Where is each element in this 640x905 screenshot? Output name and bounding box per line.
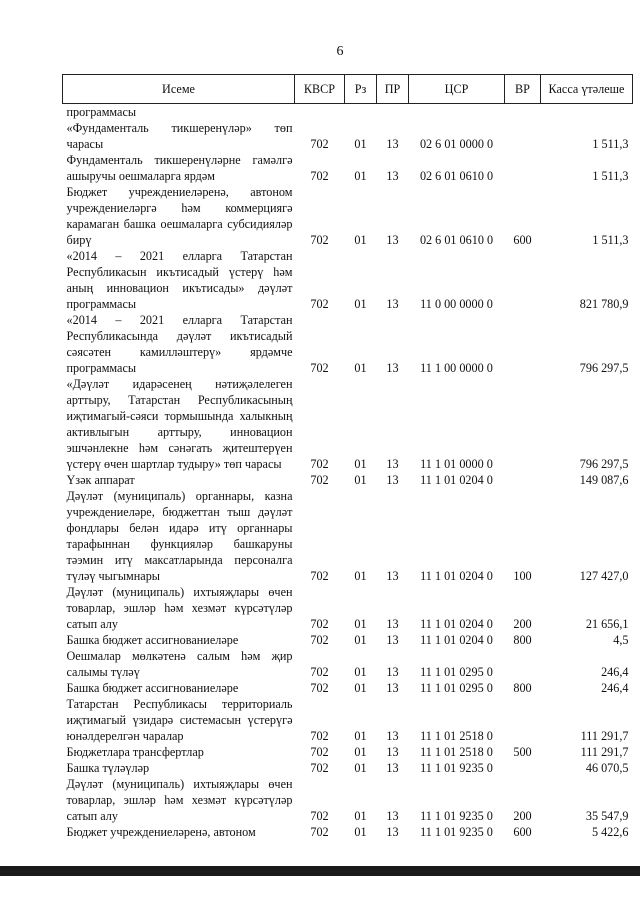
cell-name: Дәүләт (муниципаль) ихтыяҗлары өчен товарлар, эшләр һәм хезмәт күрсәтүләр сатып алу [66,585,293,631]
cell-rz: 01 [354,809,367,823]
cell-rz: 01 [354,569,367,583]
table-row [63,184,633,248]
cell-vr: 200 [513,809,532,823]
cell-rz: 01 [354,745,367,759]
page-number: 6 [336,44,344,59]
table-row [63,824,633,840]
table-row [63,472,633,488]
cell-rz: 01 [354,681,367,695]
cell-vr [505,472,541,488]
cell-name: «2014 – 2021 елларга Татарстан Республикасында дәүләт икътисадый сәясәтен камилләштерү» ярдәмче программасы [66,313,293,375]
cell-name: программасы [66,105,137,119]
cell-kvsr: 702 [310,729,329,743]
cell-kassa: 796 297,5 [579,457,629,471]
cell-rz: 01 [354,169,367,183]
cell-csr: 11 1 01 2518 0 [420,745,493,759]
cell-kvsr: 702 [310,297,329,311]
cell-csr: 02 6 01 0000 0 [419,137,494,151]
cell-name: Бюджет учреждениеләренә, автоном [66,825,256,839]
table-row [63,760,633,776]
cell-pr: 13 [386,665,399,679]
cell-kvsr: 702 [310,569,329,583]
cell-pr: 13 [386,457,399,471]
cell-vr: 500 [513,745,532,759]
cell-pr: 13 [386,681,399,695]
cell-name: Оешмалар мөлкәтенә салым һәм җир салымы түләү [66,649,293,679]
cell-kvsr: 702 [310,473,329,487]
cell-kassa: 111 291,7 [580,745,629,759]
cell-name: Бюджетлара трансфертлар [66,745,204,759]
cell-kassa: 246,4 [601,681,629,695]
cell-csr: 11 1 01 0295 0 [420,665,493,679]
budget-execution-table [62,74,633,840]
cell-kvsr: 702 [310,761,329,775]
table-row [63,376,633,472]
cell-kvsr: 702 [310,809,329,823]
cell-kassa: 149 087,6 [579,473,629,487]
cell-pr: 13 [386,809,399,823]
cell-name: Дәүләт (муниципаль) органнары, казна учреждениеләре, бюджеттан тыш дәүләт фондлары белән идарә итү органнары тарафыннан функцияләр башкаруны тәэмин итү максатларында персоналга түләү чыгымнары [66,489,293,583]
cell-kassa: 21 656,1 [585,617,629,631]
cell-kassa: 1 511,3 [592,233,629,247]
table-row [63,648,633,680]
cell-rz: 01 [354,457,367,471]
cell-kassa: 246,4 [601,665,629,679]
cell-vr [505,696,541,744]
cell-vr: 600 [513,825,532,839]
cell-kvsr: 702 [310,665,329,679]
cell-csr: 02 6 01 0610 0 [419,233,494,247]
table-row [63,696,633,744]
cell-name: «2014 – 2021 елларга Татарстан Республикасын икътисадый үстерү һәм аның инновацион икътисады» дәүләт программасы [66,249,293,311]
cell-kassa: 111 291,7 [580,729,629,743]
cell-kassa: 127 427,0 [579,569,629,583]
cell-name: «Фундаменталь тикшеренүләр» төп чарасы [66,121,293,151]
cell-csr: 11 1 01 2518 0 [420,729,493,743]
table-row [63,488,633,584]
cell-csr: 11 1 01 0204 0 [420,473,493,487]
table-row [63,776,633,824]
header-kassa: Касса үтәлеше [541,75,633,104]
table-row [63,584,633,632]
table-body [63,104,633,841]
cell-pr: 13 [386,761,399,775]
cell-csr: 11 1 01 0204 0 [420,633,493,647]
cell-vr [505,104,541,121]
cell-kassa: 821 780,9 [579,297,629,311]
cell-csr: 11 1 01 0204 0 [420,617,493,631]
header-name: Исеме [63,75,295,104]
table-row [63,248,633,312]
table-row [63,120,633,152]
header-kvsr: КВСР [295,75,345,104]
cell-csr: 11 1 00 0000 0 [420,361,493,375]
cell-kvsr: 702 [310,361,329,375]
cell-pr: 13 [386,361,399,375]
cell-pr: 13 [386,617,399,631]
table-row [63,680,633,696]
cell-kassa: 35 547,9 [585,809,629,823]
cell-vr: 800 [513,681,532,695]
cell-kassa: 4,5 [613,633,629,647]
cell-csr: 11 0 00 0000 0 [420,297,493,311]
cell-pr: 13 [386,633,399,647]
cell-rz: 01 [354,633,367,647]
cell-kassa: 5 422,6 [591,825,629,839]
cell-name: Башка бюджет ассигнованиеләре [66,633,239,647]
cell-vr [505,152,541,184]
cell-kassa: 1 511,3 [592,137,629,151]
cell-pr: 13 [386,297,399,311]
cell-rz [345,104,377,121]
cell-csr [409,104,505,121]
cell-kassa: 796 297,5 [579,361,629,375]
cell-rz: 01 [354,297,367,311]
cell-vr [505,760,541,776]
cell-rz: 01 [354,233,367,247]
cell-kassa: 1 511,3 [592,169,629,183]
cell-kvsr: 702 [310,745,329,759]
cell-name: Башка түләүләр [66,761,150,775]
cell-name: «Дәүләт идарәсенең нәтиҗәлелеген арттыру, Татарстан Республикасының иҗтимагый-сәяси тормышында халыкның активлыгын арттыру, инновацион эшчәнлекне һәм сәнәгать җитештерүен үстерү өчен шартлар тудыру» төп чарасы [66,377,293,471]
cell-kassa [541,104,633,121]
header-pr: ПР [377,75,409,104]
cell-name: Үзәк аппарат [66,473,135,487]
cell-pr: 13 [386,137,399,151]
table-row [63,152,633,184]
cell-kvsr: 702 [310,681,329,695]
cell-csr: 02 6 01 0610 0 [419,169,494,183]
cell-csr: 11 1 01 9235 0 [420,809,493,823]
cell-rz: 01 [354,729,367,743]
header-rz: Рз [345,75,377,104]
cell-vr: 200 [513,617,532,631]
cell-rz: 01 [354,761,367,775]
cell-pr [377,104,409,121]
cell-csr: 11 1 01 0000 0 [420,457,493,471]
cell-csr: 11 1 01 0204 0 [420,569,493,583]
cell-pr: 13 [386,825,399,839]
cell-rz: 01 [354,825,367,839]
cell-kassa: 46 070,5 [585,761,629,775]
cell-vr [505,648,541,680]
cell-name: Фундаменталь тикшеренүләрне гамәлгә ашыручы оешмаларга ярдәм [66,153,293,183]
cell-name: Дәүләт (муниципаль) ихтыяҗлары өчен товарлар, эшләр һәм хезмәт күрсәтүләр сатып алу [66,777,293,823]
cell-kvsr: 702 [310,169,329,183]
table-row [63,744,633,760]
cell-vr [505,120,541,152]
scan-bottom-border [0,866,640,876]
cell-csr: 11 1 01 9235 0 [420,761,493,775]
table-header [63,75,633,104]
cell-vr: 600 [513,233,532,247]
cell-vr [505,376,541,472]
cell-kvsr [295,104,345,121]
header-vr: ВР [505,75,541,104]
cell-pr: 13 [386,569,399,583]
cell-rz: 01 [354,473,367,487]
cell-vr [505,248,541,312]
cell-rz: 01 [354,665,367,679]
cell-pr: 13 [386,729,399,743]
cell-pr: 13 [386,473,399,487]
cell-name: Татарстан Республикасы территориаль иҗтимагый үзидарә системасын үстерүгә юнәлдерелгән чаралар [66,697,293,743]
cell-kvsr: 702 [310,617,329,631]
table-row [63,312,633,376]
table-row [63,632,633,648]
cell-csr: 11 1 01 0295 0 [420,681,493,695]
cell-vr: 800 [513,633,532,647]
cell-name: Башка бюджет ассигнованиеләре [66,681,239,695]
cell-rz: 01 [354,361,367,375]
cell-csr: 11 1 01 9235 0 [420,825,493,839]
cell-kvsr: 702 [310,137,329,151]
cell-rz: 01 [354,617,367,631]
cell-pr: 13 [386,233,399,247]
cell-pr: 13 [386,169,399,183]
cell-kvsr: 702 [310,233,329,247]
cell-name: Бюджет учреждениеләренә, автоном учреждениеләргә һәм коммерциягә карамаган башка оешмаларга субсидияләр бирү [66,185,293,247]
header-csr: ЦСР [409,75,505,104]
cell-pr: 13 [386,745,399,759]
cell-kvsr: 702 [310,825,329,839]
cell-vr: 100 [513,569,532,583]
table-row [63,104,633,121]
cell-kvsr: 702 [310,633,329,647]
cell-rz: 01 [354,137,367,151]
cell-kvsr: 702 [310,457,329,471]
cell-vr [505,312,541,376]
